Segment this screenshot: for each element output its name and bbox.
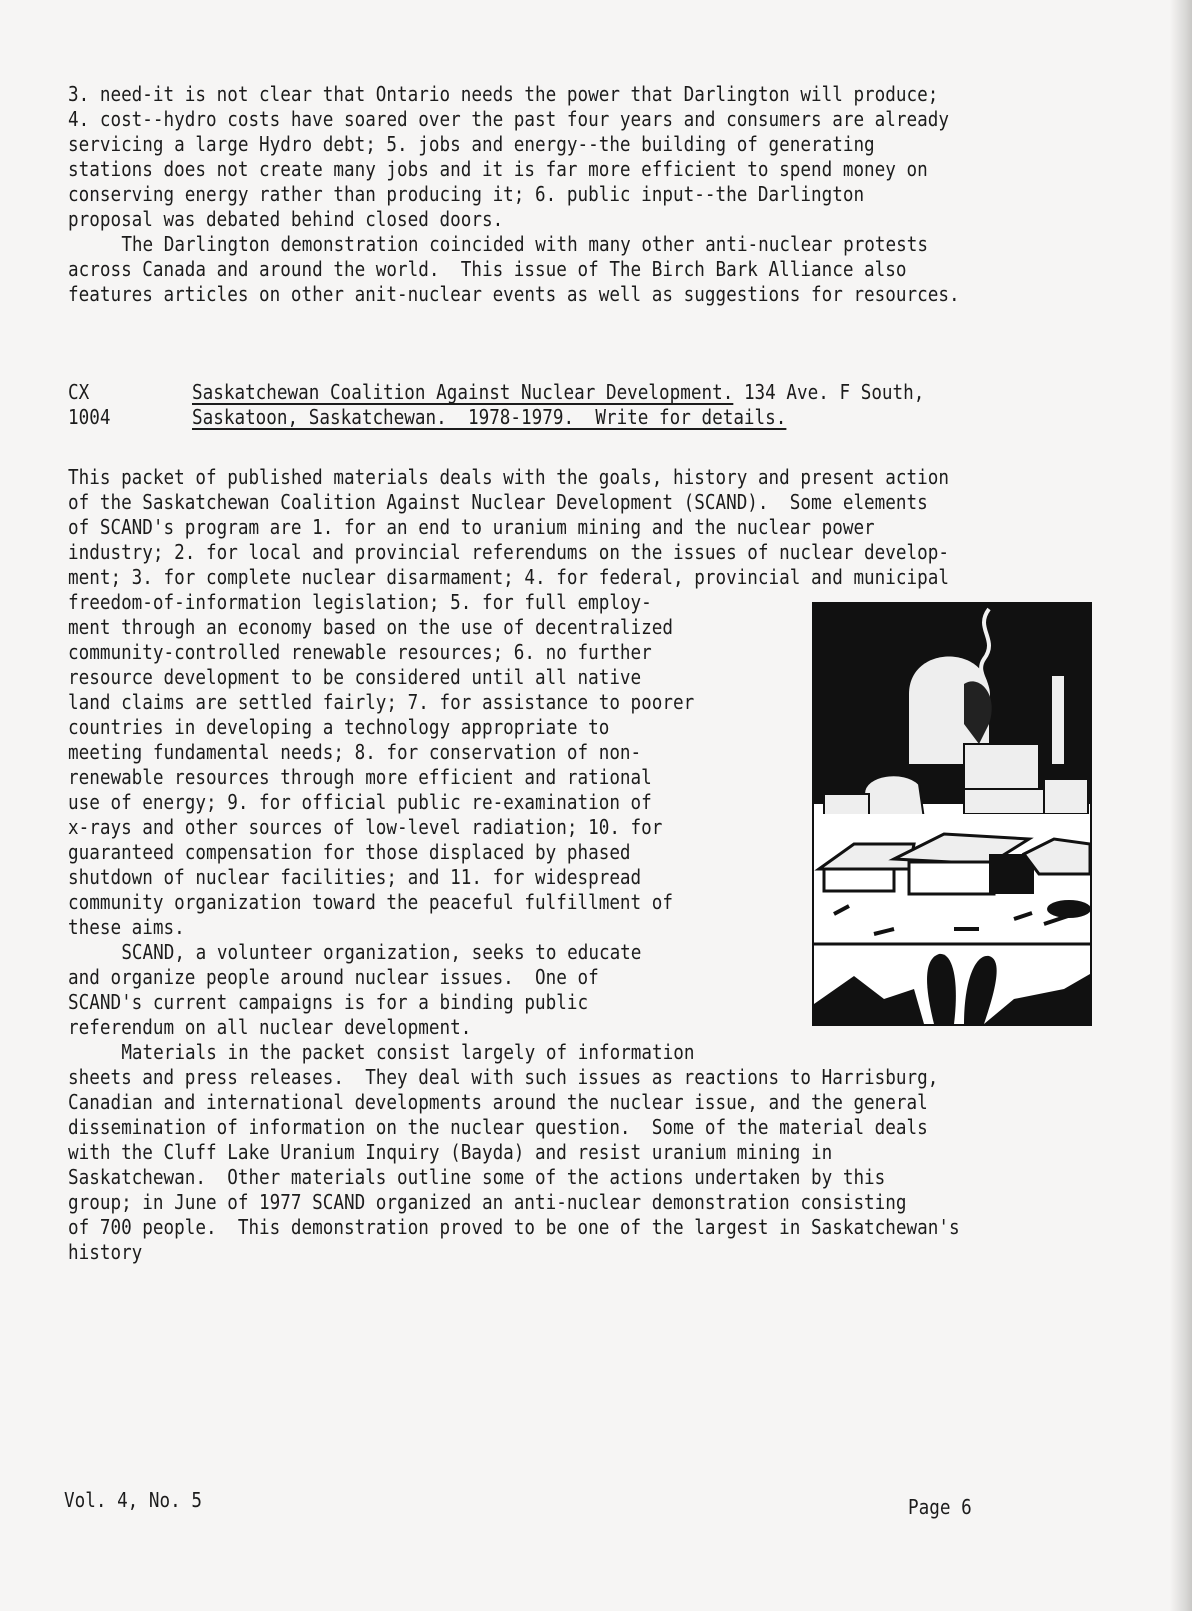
text-line: of the Saskatchewan Coalition Against Nuclear Development (SCAND). Some elements — [68, 490, 928, 514]
text-line: 4. cost--hydro costs have soared over the past four years and consumers are already — [68, 107, 949, 131]
text-line: meeting fundamental needs; 8. for conservation of non- — [68, 740, 642, 764]
text-line: SCAND's current campaigns is for a binding public — [68, 990, 589, 1014]
text-line: stations does not create many jobs and it is far more efficient to spend money on — [68, 157, 928, 181]
text-line: SCAND, a volunteer organization, seeks to educate — [121, 940, 642, 964]
text-line: Canadian and international developments around the nuclear issue, and the general — [68, 1090, 928, 1114]
page-edge-shadow — [1170, 0, 1192, 1611]
text-line: shutdown of nuclear facilities; and 11. for widespread — [68, 865, 642, 889]
text-line: features articles on other anit-nuclear events as well as suggestions for resources. — [68, 282, 960, 306]
text-line: countries in developing a technology appropriate to — [68, 715, 610, 739]
text-line: ment through an economy based on the use of decentralized — [68, 615, 674, 639]
entry-title: Saskatchewan Coalition Against Nuclear Development. — [192, 380, 734, 404]
text-line: across Canada and around the world. This issue of The Birch Bark Alliance also — [68, 257, 907, 281]
nuclear-plant-illustration-icon — [812, 602, 1092, 1026]
text-line: conserving energy rather than producing it; 6. public input--the Darlington — [68, 182, 865, 206]
text-line: history — [68, 1240, 143, 1264]
text-line: use of energy; 9. for official public re-examination of — [68, 790, 652, 814]
text-line: renewable resources through more efficient and rational — [68, 765, 652, 789]
entry-number: 1004 — [68, 405, 111, 429]
text-line: guaranteed compensation for those displaced by phased — [68, 840, 631, 864]
text-line: of 700 people. This demonstration proved to be one of the largest in Saskatchewan's — [68, 1215, 960, 1239]
text-line: ment; 3. for complete nuclear disarmament; 4. for federal, provincial and municipal — [68, 565, 949, 589]
text-line: x-rays and other sources of low-level radiation; 10. for — [68, 815, 663, 839]
text-line: resource development to be considered until all native — [68, 665, 642, 689]
entry-code: CX — [68, 380, 90, 404]
text-line: industry; 2. for local and provincial referendums on the issues of nuclear develop- — [68, 540, 949, 564]
text-line: This packet of published materials deals with the goals, history and present action — [68, 465, 949, 489]
text-line: with the Cluff Lake Uranium Inquiry (Bayda) and resist uranium mining in — [68, 1140, 833, 1164]
text-line: Saskatchewan. Other materials outline some of the actions undertaken by this — [68, 1165, 886, 1189]
text-line: community organization toward the peaceful fulfillment of — [68, 890, 674, 914]
text-line: sheets and press releases. They deal with such issues as reactions to Harrisburg, — [68, 1065, 939, 1089]
volume-label: Vol. 4, No. 5 — [64, 1488, 202, 1512]
page-number: Page 6 — [908, 1495, 972, 1519]
text-line: 3. need-it is not clear that Ontario needs the power that Darlington will produce; — [68, 82, 939, 106]
text-line: group; in June of 1977 SCAND organized an anti-nuclear demonstration consisting — [68, 1190, 907, 1214]
entry-location: Saskatoon, Saskatchewan. 1978-1979. Write for details. — [192, 405, 787, 429]
text-line: these aims. — [68, 915, 185, 939]
text-line: freedom-of-information legislation; 5. for full employ- — [68, 590, 652, 614]
entry-title-line — [192, 380, 924, 404]
text-line: The Darlington demonstration coincided with many other anti-nuclear protests — [121, 232, 928, 256]
nuclear-plant-drawing — [814, 604, 1090, 1024]
entry-address: 134 Ave. F South, — [733, 380, 925, 404]
text-line: Materials in the packet consist largely of information — [121, 1040, 695, 1064]
text-line: community-controlled renewable resources; 6. no further — [68, 640, 652, 664]
text-line: referendum on all nuclear development. — [68, 1015, 472, 1039]
text-line: and organize people around nuclear issues. One of — [68, 965, 599, 989]
text-line: servicing a large Hydro debt; 5. jobs and energy--the building of generating — [68, 132, 875, 156]
text-line: of SCAND's program are 1. for an end to uranium mining and the nuclear power — [68, 515, 875, 539]
text-line: proposal was debated behind closed doors. — [68, 207, 504, 231]
text-line: land claims are settled fairly; 7. for assistance to poorer — [68, 690, 695, 714]
text-line: dissemination of information on the nuclear question. Some of the material deals — [68, 1115, 928, 1139]
